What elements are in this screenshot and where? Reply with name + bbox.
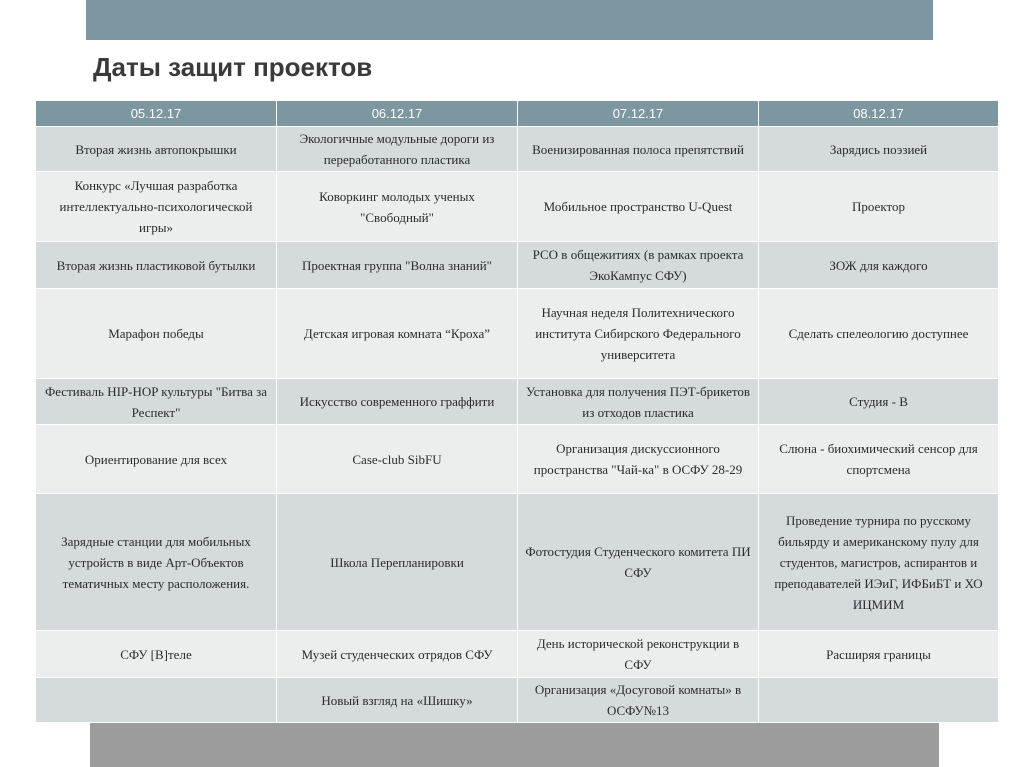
bottom-decorative-bar (90, 723, 939, 767)
table-row (36, 379, 999, 425)
table-cell: Мобильное пространство U-Quest (518, 172, 759, 242)
table-cell: День исторической реконструкции в СФУ (518, 631, 759, 678)
table-cell: Организация дискуссионного пространства "Чай-ка" в ОСФУ 28-29 (518, 425, 759, 494)
column-header: 08.12.17 (759, 101, 999, 127)
table-cell: Установка для получения ПЭТ-брикетов из отходов пластика (518, 379, 759, 425)
table-row (36, 494, 999, 631)
table-cell: СФУ [В]теле (36, 631, 277, 678)
table-cell: Зарядись поэзией (759, 127, 999, 172)
table-cell (759, 678, 999, 723)
table-row (36, 631, 999, 678)
table-row (36, 425, 999, 494)
table-cell: Вторая жизнь автопокрышки (36, 127, 277, 172)
column-header: 07.12.17 (518, 101, 759, 127)
table-cell: Искусство современного граффити (277, 379, 518, 425)
table-cell: Case-club SibFU (277, 425, 518, 494)
table-cell: Проектор (759, 172, 999, 242)
table-cell: Коворкинг молодых ученых "Свободный" (277, 172, 518, 242)
table-cell: Зарядные станции для мобильных устройств в виде Арт-Объектов тематичных месту расположения. (36, 494, 277, 631)
table-cell: РСО в общежитиях (в рамках проекта ЭкоКампус СФУ) (518, 242, 759, 289)
table-cell: Фестиваль HIP-HOP культуры "Битва за Респект" (36, 379, 277, 425)
column-header: 05.12.17 (36, 101, 277, 127)
table-cell: Экологичные модульные дороги из переработанного пластика (277, 127, 518, 172)
top-decorative-bar (86, 0, 933, 40)
table-cell: Марафон победы (36, 289, 277, 379)
table-cell: Проектная группа "Волна знаний" (277, 242, 518, 289)
table-cell: Ориентирование для всех (36, 425, 277, 494)
table-cell: Студия - В (759, 379, 999, 425)
table-cell: Фотостудия Студенческого комитета ПИ СФУ (518, 494, 759, 631)
table-row (36, 678, 999, 723)
page-title: Даты защит проектов (93, 52, 373, 82)
defense-schedule-table (35, 100, 999, 723)
table-cell (36, 678, 277, 723)
table-cell: Детская игровая комната “Кроха” (277, 289, 518, 379)
table-cell: Новый взгляд на «Шишку» (277, 678, 518, 723)
table-row (36, 172, 999, 242)
table-cell: Военизированная полоса препятствий (518, 127, 759, 172)
table-cell: Конкурс «Лучшая разработка интеллектуально-психологической игры» (36, 172, 277, 242)
table-row (36, 289, 999, 379)
column-header: 06.12.17 (277, 101, 518, 127)
table-row (36, 127, 999, 172)
table-cell: Школа Перепланировки (277, 494, 518, 631)
table-cell: Научная неделя Политехнического института Сибирского Федерального университета (518, 289, 759, 379)
table-cell: Музей студенческих отрядов СФУ (277, 631, 518, 678)
table-header-row (36, 101, 999, 127)
table-cell: ЗОЖ для каждого (759, 242, 999, 289)
table-row (36, 242, 999, 289)
table-cell: Организация «Досуговой комнаты» в ОСФУ№13 (518, 678, 759, 723)
table-cell: Вторая жизнь пластиковой бутылки (36, 242, 277, 289)
table-cell: Сделать спелеологию доступнее (759, 289, 999, 379)
table-cell: Слюна - биохимический сенсор для спортсмена (759, 425, 999, 494)
table-cell: Проведение турнира по русскому бильярду и американскому пулу для студентов, магистров, аспирантов и преподавателей ИЭиГ, ИФБиБТ и ХО ИЦМИМ (759, 494, 999, 631)
table-cell: Расширяя границы (759, 631, 999, 678)
